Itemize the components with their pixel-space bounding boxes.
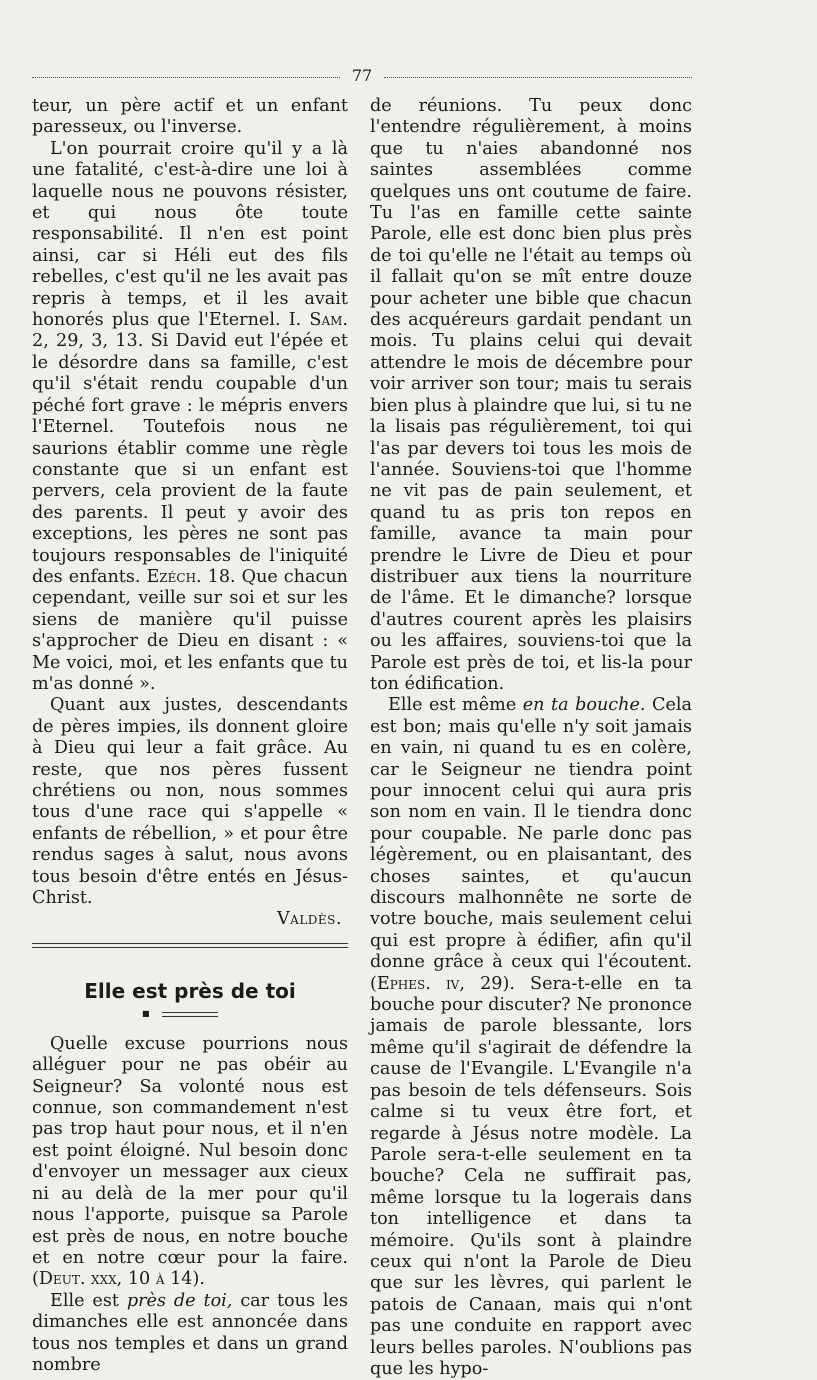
emphasis: près de toi, [126,1290,233,1311]
paragraph-text: Si David eut l'épée et le désordre dans sa famille, c'est qu'il s'était rendu coupable d'un péché fort grave : le mépris envers l'Eternel. Toutefois nous ne saurions établir comme une règle constante que si un enfant est pervers, cela provient de la faute des parents. Il peut y avoir des exceptions, les pères ne sont pas toujours responsables de l'iniquité des enfants. [32,331,349,587]
scripture-reference: I. Sam. 2, 29, 3, 13. [32,310,349,352]
header-rule-right [384,77,692,78]
title-ornament [32,1008,348,1018]
paragraph [32,1291,348,1377]
paragraph: teur, un père actif et un enfant paresseux, ou l'inverse. [32,96,348,138]
author-signature: Valdès. [276,909,342,930]
ornament-dot: ■ [142,1008,150,1018]
emphasis: en ta bouche. [522,695,646,716]
paragraph-text: Cela est bon; mais qu'elle n'y soit jamais en vain, ni quand tu es en colère, car le Seigneur ne tiendra point pour innocent celui qui aura pris son nom en vain. Il le tiendra donc pour coupable. Ne parle donc pas légèrement, ou en plaisantant, des choses saintes, et qu'aucun discours malhonnête ne sorte de votre bouche, mais seulement celui qui est propre à édifier, afin qu'il donne grâce à ceux qui l'écoutent. [370,695,692,973]
section-title: Elle est près de toi [84,978,296,1003]
page-number: 77 [351,66,373,85]
paragraph: Quant aux justes, descendants de pères impies, ils donnent gloire à Dieu qui leur a fait grâce. Au reste, que nos pères fussent chrétiens ou non, nous sommes tous d'une race qui s'appelle « enfants de rébellion, » et pour être rendus sages à salut, nous avons tous besoin d'être entés en Jésus-Christ. [32,695,348,909]
scripture-reference: Ezéch. 18. [146,566,236,587]
paragraph-text: L'on pourrait croire qu'il y a là une fatalité, c'est-à-dire une loi à laquelle nous ne pouvons résister, et qui nous ôte toute responsabilité. Il n'en est point ainsi, car si Héli eut des fils rebelles, c'est qu'il ne les avait pas repris à temps, et il les avait honorés plus que l'Eternel. [32,138,348,331]
paragraph-text: car tous les dimanches elle est annoncée dans tous nos temples et dans un grand nombre [32,1290,348,1375]
paragraph-text: Sera-t-elle en ta bouche pour discuter? Ne prononce jamais de parole blessante, lors même qu'il s'agirait de défendre la cause de l'Evangile. L'Evangile n'a pas besoin de tels défenseurs. Sois calme si tu veux être fort, et regarde à Jésus notre modèle. La Parole sera-t-elle seulement en ta bouche? Cela ne suffirait pas, même lorsque tu la logerais dans ton intelligence et dans ta mémoire. Qu'ils sont à plaindre ceux qui n'ont la Parole de Dieu que sur les lèvres, qui parlent le patois de Canaan, mais qui n'ont pas une conduite en rapport avec leurs belles paroles. N'oublions pas que les hypo- [370,973,692,1379]
left-column [32,96,348,1376]
paragraph-text: Que chacun cependant, veille sur soi et sur les siens de manière qu'il puisse s'approcher de Dieu en disant : « Me voici, moi, et les enfants que tu m'as donné ». [32,566,348,694]
header-rule-left [32,77,340,78]
paragraph-text: Elle est même [388,695,517,716]
section-divider [32,943,348,948]
scripture-reference: (Deut. xxx, 10 à 14). [32,1269,205,1290]
paragraph-text: Quelle excuse pourrions nous alléguer pour ne pas obéir au Seigneur? Sa volonté nous est connue, son commandement n'est pas trop haut pour nous, et il n'en est point éloigné. Nul besoin donc d'envoyer un messager aux cieux ni au delà de la mer pour qu'il nous l'apporte, puisque sa Parole est près de nous, en notre bouche et en notre cœur pour la faire. [32,1033,348,1268]
paragraph [32,139,348,696]
paragraph-text: Elle est [50,1290,119,1311]
paragraph: de réunions. Tu peux donc l'entendre régulièrement, à moins que tu n'aies abandonné nos saintes assemblées comme quelques uns ont coutume de faire. Tu l'as en famille cette sainte Parole, elle est donc bien plus près de toi qu'elle ne l'était au temps où il fallait qu'on se mît entre douze pour acheter une bible que chacun des acquéreurs gardait pendant un mois. Tu plains celui qui devait attendre le mois de décembre pour voir arriver son tour; mais tu serais bien plus à plaindre que lui, si tu ne la lisais pas régulièrement, toi qui l'as par devers toi tous les mois de l'année. Souviens-toi que l'homme ne vit pas de pain seulement, et quand tu as pris ton repos en famille, avance ta main pour prendre le Livre de Dieu et pour distribuer aux tiens la nourriture de l'âme. Et le dimanche? lorsque d'autres courent après les plaisirs ou les affaires, souviens-toi que la Parole est près de toi, et lis-la pour ton édification. [370,96,692,694]
right-column [370,96,692,1380]
scripture-reference: (Ephes. iv, 29). [370,973,515,994]
paragraph [32,1034,348,1291]
paragraph [370,695,692,1380]
page-header [32,66,692,86]
